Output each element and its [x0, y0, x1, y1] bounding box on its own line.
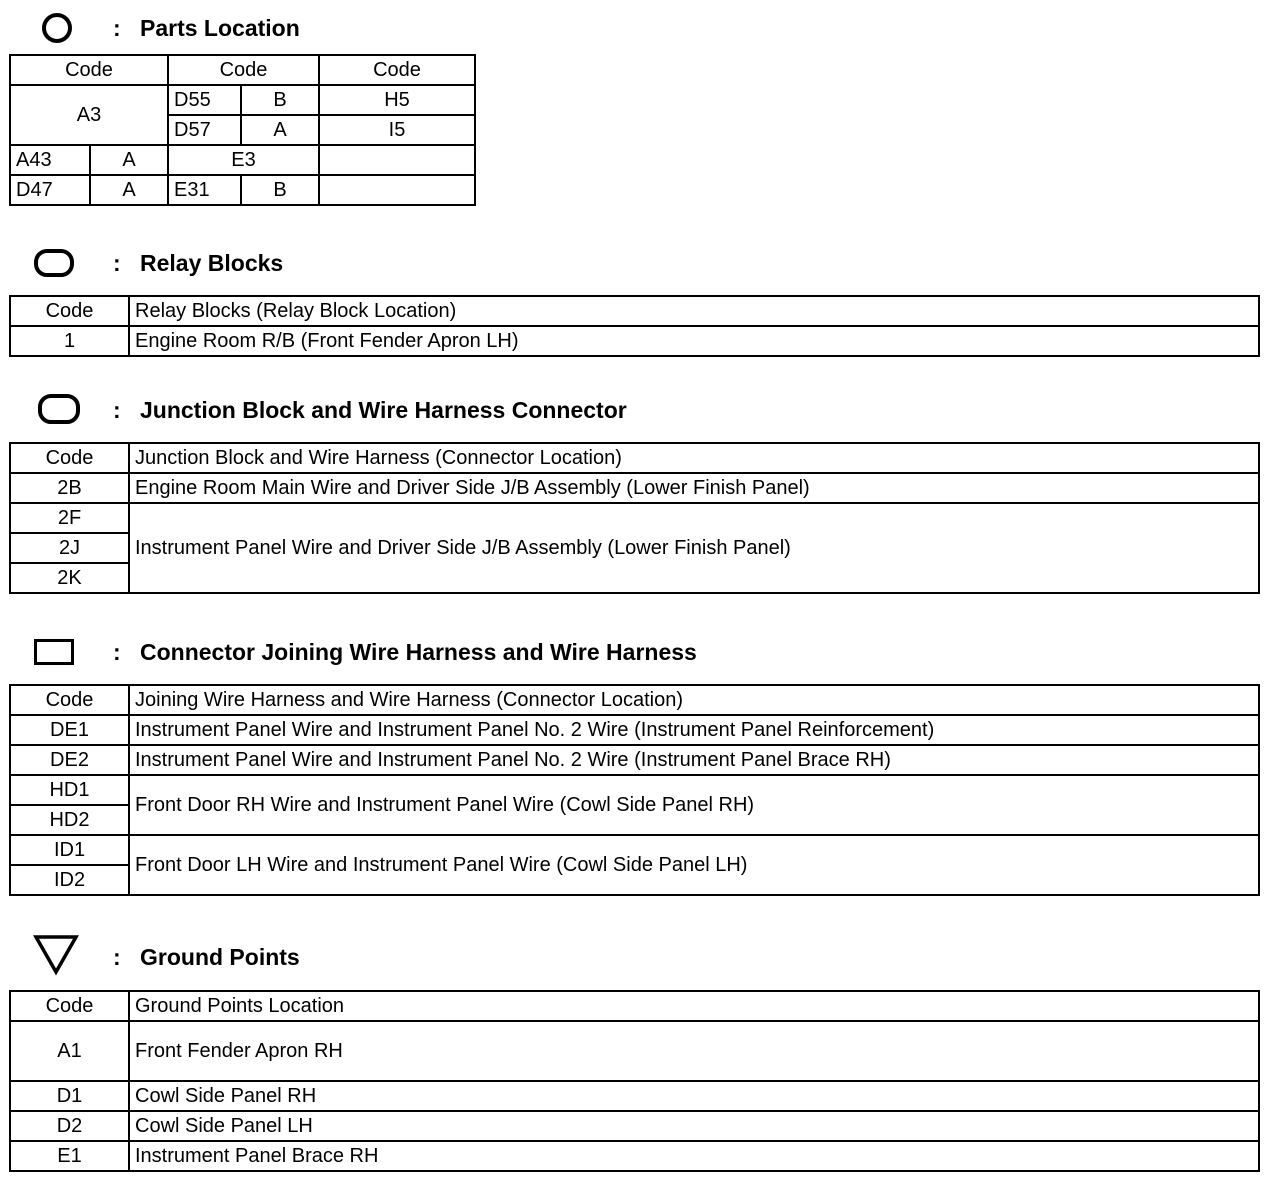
connector-row-desc: Instrument Panel Wire and Instrument Panel No. 2 Wire (Instrument Panel Reinforcement)	[129, 715, 1259, 745]
relay-row-desc: Engine Room R/B (Front Fender Apron LH)	[129, 326, 1259, 356]
parts-location-table	[9, 54, 476, 206]
connector-row-code: ID2	[10, 865, 129, 895]
ground-row-code: E1	[10, 1141, 129, 1171]
ground-row-desc: Cowl Side Panel RH	[129, 1081, 1259, 1111]
connector-row-desc: Front Door LH Wire and Instrument Panel Wire (Cowl Side Panel LH)	[129, 835, 1259, 895]
parts-location-colon: :	[113, 15, 121, 41]
parts-cell: A43	[10, 145, 90, 175]
relay-row-code: 1	[10, 326, 129, 356]
parts-location-title: Parts Location	[140, 15, 300, 41]
parts-cell-empty	[319, 145, 475, 175]
junction-row-code: 2F	[10, 503, 129, 533]
junction-block-colon: :	[113, 397, 121, 423]
parts-cell: A	[241, 115, 319, 145]
ground-row-code: D2	[10, 1111, 129, 1141]
junction-header-desc: Junction Block and Wire Harness (Connector Location)	[129, 443, 1259, 473]
junction-row-desc: Engine Room Main Wire and Driver Side J/B Assembly (Lower Finish Panel)	[129, 473, 1259, 503]
parts-cell: A	[90, 145, 168, 175]
rectangle-icon	[34, 639, 74, 665]
ground-header-code: Code	[10, 991, 129, 1021]
relay-blocks-colon: :	[113, 250, 121, 276]
ground-row-desc: Cowl Side Panel LH	[129, 1111, 1259, 1141]
connector-row-code: HD1	[10, 775, 129, 805]
ground-header-desc: Ground Points Location	[129, 991, 1259, 1021]
ground-row-desc: Front Fender Apron RH	[129, 1021, 1259, 1081]
connector-row-code: DE1	[10, 715, 129, 745]
connector-joining-colon: :	[113, 639, 121, 665]
ground-row-code: D1	[10, 1081, 129, 1111]
junction-block-title: Junction Block and Wire Harness Connector	[140, 397, 627, 423]
ground-points-table	[9, 990, 1260, 1172]
triangle-down-icon	[33, 934, 79, 976]
connector-header-desc: Joining Wire Harness and Wire Harness (Connector Location)	[129, 685, 1259, 715]
parts-cell: D57	[168, 115, 241, 145]
ground-row-code: A1	[10, 1021, 129, 1081]
rounded-rectangle-icon	[34, 249, 74, 277]
relay-blocks-title: Relay Blocks	[140, 250, 284, 276]
parts-cell-empty	[319, 175, 475, 205]
parts-cell: D47	[10, 175, 90, 205]
connector-joining-title: Connector Joining Wire Harness and Wire Harness	[140, 639, 697, 665]
junction-row-code: 2B	[10, 473, 129, 503]
parts-cell: E31	[168, 175, 241, 205]
parts-cell: I5	[319, 115, 475, 145]
parts-cell: D55	[168, 85, 241, 115]
relay-header-code: Code	[10, 296, 129, 326]
junction-row-code: 2J	[10, 533, 129, 563]
ground-points-title: Ground Points	[140, 944, 300, 970]
connector-row-desc: Instrument Panel Wire and Instrument Panel No. 2 Wire (Instrument Panel Brace RH)	[129, 745, 1259, 775]
parts-cell: H5	[319, 85, 475, 115]
relay-header-desc: Relay Blocks (Relay Block Location)	[129, 296, 1259, 326]
ground-points-colon: :	[113, 944, 121, 970]
parts-header-code-2: Code	[168, 55, 319, 85]
parts-cell: E3	[168, 145, 319, 175]
junction-header-code: Code	[10, 443, 129, 473]
connector-header-code: Code	[10, 685, 129, 715]
junction-row-code: 2K	[10, 563, 129, 593]
parts-header-code-3: Code	[319, 55, 475, 85]
parts-cell: A3	[10, 85, 168, 145]
rounded-square-icon	[38, 394, 80, 424]
parts-header-code-1: Code	[10, 55, 168, 85]
parts-cell: A	[90, 175, 168, 205]
connector-row-code: DE2	[10, 745, 129, 775]
junction-row-desc: Instrument Panel Wire and Driver Side J/B Assembly (Lower Finish Panel)	[129, 503, 1259, 593]
parts-cell: B	[241, 175, 319, 205]
connector-row-desc: Front Door RH Wire and Instrument Panel Wire (Cowl Side Panel RH)	[129, 775, 1259, 835]
connector-joining-table	[9, 684, 1260, 896]
connector-row-code: ID1	[10, 835, 129, 865]
junction-block-table	[9, 442, 1260, 594]
circle-icon	[42, 13, 72, 43]
connector-row-code: HD2	[10, 805, 129, 835]
parts-cell: B	[241, 85, 319, 115]
ground-row-desc: Instrument Panel Brace RH	[129, 1141, 1259, 1171]
relay-blocks-table	[9, 295, 1260, 357]
